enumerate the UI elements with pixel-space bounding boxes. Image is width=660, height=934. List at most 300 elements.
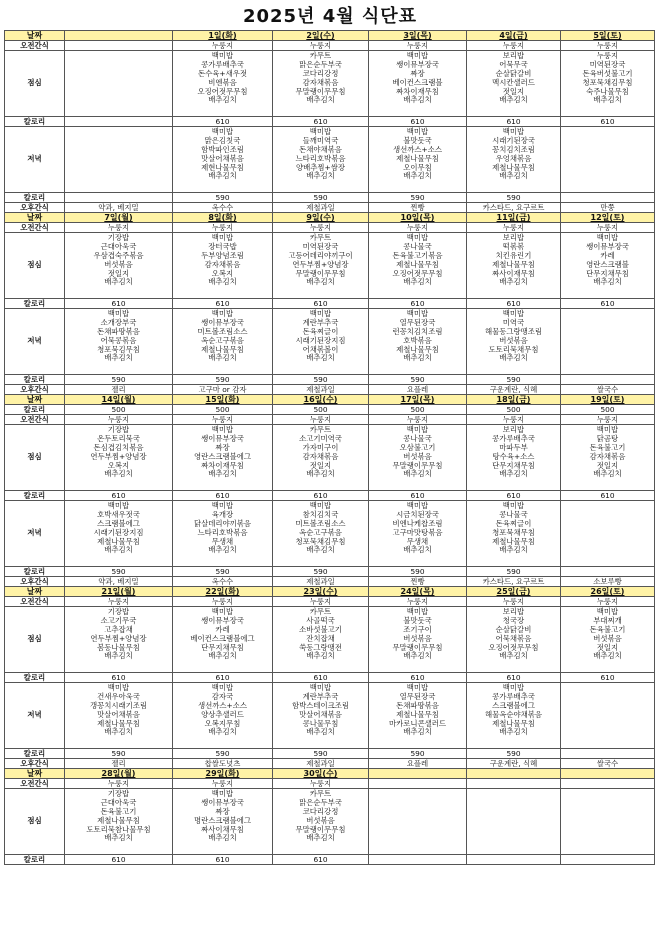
dinner-label: 저녁 [5,501,65,567]
lunch-row [5,425,655,491]
morning-snack-cell: 누룽지 [273,41,369,51]
menu-item: 장터국밥 [208,241,237,251]
calorie-value: 590 [273,193,369,203]
menu-item: 기장밥 [107,789,130,798]
menu-item: 청포묵채무침 [492,527,535,537]
menu-item: 감자채볶음 [302,451,339,461]
menu-item: 코다리강정 [302,68,339,78]
menu-item: 마파두부 [499,442,528,452]
menu-item: 어채볶볼이 [302,344,339,354]
menu-item: 백미밥 [211,607,234,616]
date-cell: 24일(목) [369,587,467,597]
morning-snack-row [5,415,655,425]
menu-item: 비엔나케찹조림 [392,518,443,528]
morning-snack-cell: 누룽지 [369,41,467,51]
morning-snack-cell: 누룽지 [561,415,655,425]
menu-item: 배추김치 [208,95,237,105]
menu-item: 조기구이 [403,624,432,634]
menu-item: 순살닭갈비 [495,624,532,634]
afternoon-snack-row [5,203,655,213]
morning-snack-cell: 누룽지 [467,223,561,233]
morning-snack-cell: 누룽지 [273,415,369,425]
menu-item: 계란부추국 [302,691,339,701]
menu-item: 배추김치 [104,727,133,737]
dinner-menu-cell [273,501,369,567]
date-label: 날짜 [5,769,65,779]
calorie-value: 590 [467,375,561,385]
calorie-value: 610 [467,299,561,309]
menu-item: 배추김치 [403,727,432,737]
afternoon-snack-cell: 요플레 [369,385,467,395]
menu-item: 불맛돗국 [403,615,432,625]
morning-snack-cell: 누룽지 [65,223,173,233]
menu-item: 백미밥 [309,501,332,510]
menu-item: 배추김치 [306,651,335,661]
calorie-value: 610 [173,855,273,865]
menu-item: 소개장부국 [100,317,137,327]
lunch-menu-cell [273,425,369,491]
menu-item: 버섯볶음 [499,335,528,345]
afternoon-snack-row [5,577,655,587]
menu-item: 쑥동그랑땡전 [299,642,342,652]
lunch-menu-cell [467,789,561,855]
date-cell: 30일(수) [273,769,369,779]
menu-item: 배추김치 [104,469,133,479]
lunch-menu-cell [273,233,369,299]
menu-item: 양배추찜+쌈장 [295,162,346,172]
dinner-menu-cell [467,309,561,375]
menu-item: 어묵채볶음 [495,633,532,643]
morning-snack-label: 오전간식 [5,223,65,233]
date-cell: 8일(화) [173,213,273,223]
menu-item: 갱꽁치시래기조림 [89,700,148,710]
date-cell: 7일(월) [65,213,173,223]
menu-item: 쌩이뮤부장국 [586,241,629,251]
menu-item: 콩나물국 [403,241,432,251]
date-cell: 18일(금) [467,395,561,405]
menu-item: 카무트 [309,789,332,798]
calorie-value [65,117,173,127]
menu-item: 배추김치 [208,469,237,479]
morning-snack-cell: 누룽지 [467,597,561,607]
date-cell: 2일(수) [273,31,369,41]
afternoon-snack-cell: 젤리 [65,759,173,769]
menu-item: 계란부추국 [302,317,339,327]
menu-item: 영란스크램블 [586,259,629,269]
calorie-value [65,193,173,203]
afternoon-snack-cell: 고구마 or 감자 [173,385,273,395]
menu-item: 감자채볶음 [204,259,241,269]
menu-item: 소고기무국 [100,615,137,625]
menu-item: 소바섯불고기 [299,624,342,634]
calorie-value: 500 [173,405,273,415]
menu-item: 배추김치 [208,171,237,181]
menu-item: 배추김치 [499,353,528,363]
menu-item: 돈육불고기볶음 [392,250,443,260]
calorie-value: 610 [173,299,273,309]
morning-snack-cell: 누룽지 [369,597,467,607]
lunch-menu-cell [65,789,173,855]
calorie-value: 610 [273,855,369,865]
menu-item: 스크램블에그 [97,518,140,528]
lunch-menu-cell [467,51,561,117]
dinner-menu-cell [65,683,173,749]
menu-item: 봄동나물무침 [97,642,140,652]
menu-item: 무말랭이무무침 [392,642,443,652]
dinner-row [5,501,655,567]
menu-item: 버섯볶음 [593,633,622,643]
lunch-menu-cell [369,789,467,855]
calorie-value: 590 [173,749,273,759]
calorie-value: 500 [273,405,369,415]
afternoon-snack-cell: 카스타드, 요구르트 [467,203,561,213]
menu-item: 열무된장국 [399,691,436,701]
dinner-menu-cell [561,127,655,193]
dinner-menu-cell [561,309,655,375]
morning-snack-cell [561,779,655,789]
menu-item: 시래기된장지짐 [93,527,144,537]
menu-item: 콩나물국 [403,433,432,443]
menu-item: 배추김치 [593,651,622,661]
morning-snack-cell: 누룽지 [65,415,173,425]
lunch-calorie-row [5,491,655,501]
menu-item: 배추김치 [403,545,432,555]
dinner-menu-cell [467,127,561,193]
calorie-value: 610 [369,491,467,501]
menu-item: 쌩이뮤부장국 [201,433,244,443]
menu-item: 배추김치 [499,171,528,181]
afternoon-snack-cell: 제철과일 [273,385,369,395]
morning-snack-cell [467,779,561,789]
menu-item: 백미밥 [502,127,525,136]
afternoon-snack-label: 오후간식 [5,759,65,769]
calorie-label: 칼로리 [5,855,65,865]
menu-item: 백미밥 [211,127,234,136]
menu-item: 기장밥 [107,607,130,616]
menu-item: 짜장 [215,442,230,452]
calorie-value [561,375,655,385]
menu-item: 백미밥 [211,233,234,242]
menu-item: 돈수육+새우젓 [197,68,248,78]
menu-item: 백미밥 [406,425,429,434]
menu-item: 무말랭이무무침 [295,824,346,834]
lunch-menu-cell [273,607,369,673]
menu-item: 젓일지 [309,460,332,470]
menu-item: 백미밥 [406,501,429,510]
menu-item: 연두부찜+양념장 [90,451,147,461]
menu-item: 배추김치 [403,353,432,363]
menu-item: 함박스테이크조림 [291,700,350,710]
menu-item: 배추김치 [499,727,528,737]
menu-item: 미역된장국 [302,241,339,251]
date-cell: 15일(화) [173,395,273,405]
menu-item: 멕시칸샐러드 [492,77,535,87]
menu-item: 백미밥 [107,309,130,318]
menu-item: 누룽지 [596,51,619,60]
calorie-label: 칼로리 [5,749,65,759]
menu-item: 제철나물무침 [97,718,140,728]
calorie-label: 칼로리 [5,117,65,127]
menu-item: 맛살어채볶음 [201,153,244,163]
dinner-row [5,127,655,193]
menu-item: 무말랭이무무침 [295,86,346,96]
menu-item: 배추김치 [403,171,432,181]
calorie-value: 590 [173,567,273,577]
menu-item: 백미밥 [406,309,429,318]
calorie-value: 590 [65,749,173,759]
calorie-value: 500 [65,405,173,415]
calorie-value: 610 [561,117,655,127]
dinner-menu-cell [467,501,561,567]
morning-snack-cell: 누룽지 [173,779,273,789]
afternoon-snack-cell: 약과, 베지밀 [65,203,173,213]
lunch-menu-cell [561,789,655,855]
calorie-value: 610 [65,673,173,683]
menu-item: 열무된장국 [399,317,436,327]
calorie-value: 610 [467,673,561,683]
dinner-label: 저녁 [5,127,65,193]
menu-item: 두부양념조림 [201,250,244,260]
lunch-menu-cell [65,233,173,299]
menu-item: 맑은김칫국 [204,135,241,145]
menu-item: 배추김치 [403,469,432,479]
menu-item: 미트볼조림소스 [197,326,248,336]
menu-item: 시금치된장국 [396,509,439,519]
menu-item: 짜장 [410,68,425,78]
calorie-value: 500 [467,405,561,415]
date-cell: 3일(목) [369,31,467,41]
menu-item: 오복지 [107,460,130,470]
date-cell: 16일(수) [273,395,369,405]
calorie-value: 610 [65,299,173,309]
calorie-value: 590 [273,567,369,577]
calorie-value: 610 [467,117,561,127]
calorie-label: 칼로리 [5,673,65,683]
menu-item: 백미밥 [406,51,429,60]
dinner-menu-cell [369,309,467,375]
dinner-menu-cell [369,501,467,567]
lunch-calorie-row [5,855,655,865]
menu-item: 백미밥 [406,683,429,692]
lunch-menu-cell [369,233,467,299]
lunch-menu-cell [561,607,655,673]
menu-item: 오복지무침 [204,718,241,728]
afternoon-snack-cell: 구운계란, 식혜 [467,385,561,395]
menu-item: 어묵콩볶음 [100,335,137,345]
calorie-label: 칼로리 [5,193,65,203]
date-cell: 23일(수) [273,587,369,597]
menu-item: 백미밥 [309,127,332,136]
menu-item: 백미밥 [596,233,619,242]
afternoon-snack-cell: 찹쌀도넛츠 [173,759,273,769]
calorie-value: 610 [173,673,273,683]
calorie-value [467,855,561,865]
calorie-value: 590 [273,749,369,759]
menu-item: 콩가루배추국 [492,433,535,443]
lunch-menu-cell [173,789,273,855]
date-cell: 19일(토) [561,395,655,405]
menu-item: 온두토리묵국 [97,433,140,443]
menu-item: 닭곰탕 [596,433,619,443]
menu-item: 양상추샐러드 [201,709,244,719]
page-title: 2025년 4월 식단표 [242,6,418,27]
menu-item: 기장밥 [107,233,130,242]
menu-item: 배추김치 [499,545,528,555]
lunch-calorie-row [5,117,655,127]
menu-item: 코다리강정 [302,806,339,816]
calorie-value: 590 [65,375,173,385]
date-label: 날짜 [5,213,65,223]
menu-item: 들깨미역국 [302,135,339,145]
menu-item: 우엉채볶음 [495,153,532,163]
menu-item: 제철나물무침 [396,259,439,269]
menu-item: 기장밥 [107,425,130,434]
lunch-label: 점심 [5,51,65,117]
menu-item: 탕수육+소스 [492,451,535,461]
menu-item: 백미밥 [502,501,525,510]
lunch-calorie-row [5,673,655,683]
afternoon-snack-cell: 쌀국수 [561,385,655,395]
menu-item: 무생채 [406,536,429,546]
dinner-calorie-row [5,567,655,577]
menu-item: 배추김치 [499,651,528,661]
afternoon-snack-cell: 소보루빵 [561,577,655,587]
afternoon-snack-cell: 요플레 [369,759,467,769]
calorie-value: 590 [369,749,467,759]
calorie-value: 610 [369,117,467,127]
morning-snack-cell [65,41,173,51]
menu-item: 백미밥 [211,425,234,434]
menu-item: 보리밥 [502,51,525,60]
menu-item: 오징어젓무무침 [197,86,248,96]
menu-item: 젓일지 [596,642,619,652]
menu-item: 젓일지 [502,86,525,96]
menu-item: 돈육불고기 [589,624,626,634]
menu-item: 닭살데리야끼볶음 [193,518,252,528]
menu-item: 백미밥 [107,683,130,692]
lunch-label: 점심 [5,233,65,299]
date-row [5,769,655,779]
lunch-menu-cell [173,607,273,673]
dinner-menu-cell [273,683,369,749]
menu-item: 배추김치 [104,277,133,287]
morning-snack-label: 오전간식 [5,41,65,51]
menu-item: 배추김치 [208,277,237,287]
menu-item: 옥순고구볶음 [201,335,244,345]
menu-item: 제철나물무침 [97,815,140,825]
menu-item: 꽁치김치조림 [492,144,535,154]
menu-item: 배추김치 [403,277,432,287]
menu-item: 배추김치 [499,277,528,287]
menu-item: 느타리호박볶음 [197,527,248,537]
calorie-value: 610 [173,117,273,127]
lunch-row [5,51,655,117]
morning-snack-cell: 누룽지 [65,597,173,607]
dinner-menu-cell [65,309,173,375]
menu-item: 백미밥 [309,683,332,692]
calorie-value: 610 [65,491,173,501]
afternoon-snack-cell: 젤리 [65,385,173,395]
date-cell [65,31,173,41]
menu-item: 불맛돗국 [403,135,432,145]
menu-item: 감자채볶음 [589,451,626,461]
menu-item: 백미밥 [406,233,429,242]
menu-item: 고등어데리야끼구이 [288,250,353,260]
menu-item: 백미밥 [502,683,525,692]
calorie-value: 610 [273,673,369,683]
lunch-row [5,789,655,855]
lunch-menu-cell [369,607,467,673]
menu-item: 맑은순두부국 [299,59,342,69]
menu-item: 생선까스+소스 [392,144,443,154]
menu-item: 콩나물국 [499,509,528,519]
morning-snack-label: 오전간식 [5,597,65,607]
calorie-value [561,193,655,203]
menu-item: 맛살어채볶음 [299,709,342,719]
menu-item: 베이컨스크램블 [392,77,443,87]
menu-item: 카무트 [309,233,332,242]
date-label: 날짜 [5,395,65,405]
morning-snack-cell: 누룽지 [273,223,369,233]
menu-item: 해물동그랑땡조림 [484,326,543,336]
menu-item: 명란스크램블에그 [193,815,252,825]
menu-item: 부대찌개 [593,615,622,625]
menu-item: 숙주나물무침 [586,86,629,96]
menu-item: 백미밥 [211,51,234,60]
morning-snack-cell: 누룽지 [561,41,655,51]
lunch-menu-cell [369,425,467,491]
menu-item: 젓일지 [107,268,130,278]
calorie-value: 610 [273,299,369,309]
afternoon-snack-row [5,759,655,769]
date-cell: 4일(금) [467,31,561,41]
menu-item: 돈육불고기 [100,806,137,816]
menu-item: 단무지채무침 [201,642,244,652]
dinner-calorie-row [5,375,655,385]
date-cell [369,769,467,779]
menu-item: 쌩이뮤부장국 [201,797,244,807]
menu-item: 배추김치 [306,95,335,105]
calorie-label: 칼로리 [5,491,65,501]
menu-item: 배추김치 [104,651,133,661]
dinner-menu-cell [369,683,467,749]
menu-item: 돈채파땅볶음 [396,700,439,710]
menu-item: 고구마맛탕볶음 [392,527,443,537]
date-label: 날짜 [5,31,65,41]
menu-item: 버섯볶음 [306,815,335,825]
menu-item: 백미밥 [406,607,429,616]
lunch-menu-cell [561,233,655,299]
lunch-menu-cell [467,233,561,299]
calorie-value [561,749,655,759]
dinner-menu-cell [273,309,369,375]
calorie-value: 610 [369,673,467,683]
menu-item: 카무트 [309,425,332,434]
menu-item: 오이무침 [403,162,432,172]
menu-item: 제철나물무침 [97,536,140,546]
dinner-row [5,683,655,749]
menu-item: 배추김치 [208,727,237,737]
afternoon-snack-cell: 제철과일 [273,759,369,769]
menu-item: 배추김치 [403,651,432,661]
calorie-value: 590 [173,193,273,203]
lunch-menu-cell [173,51,273,117]
calorie-value [369,855,467,865]
morning-snack-cell: 누룽지 [467,415,561,425]
dinner-calorie-row [5,193,655,203]
lunch-menu-cell [173,233,273,299]
lunch-menu-cell [273,789,369,855]
